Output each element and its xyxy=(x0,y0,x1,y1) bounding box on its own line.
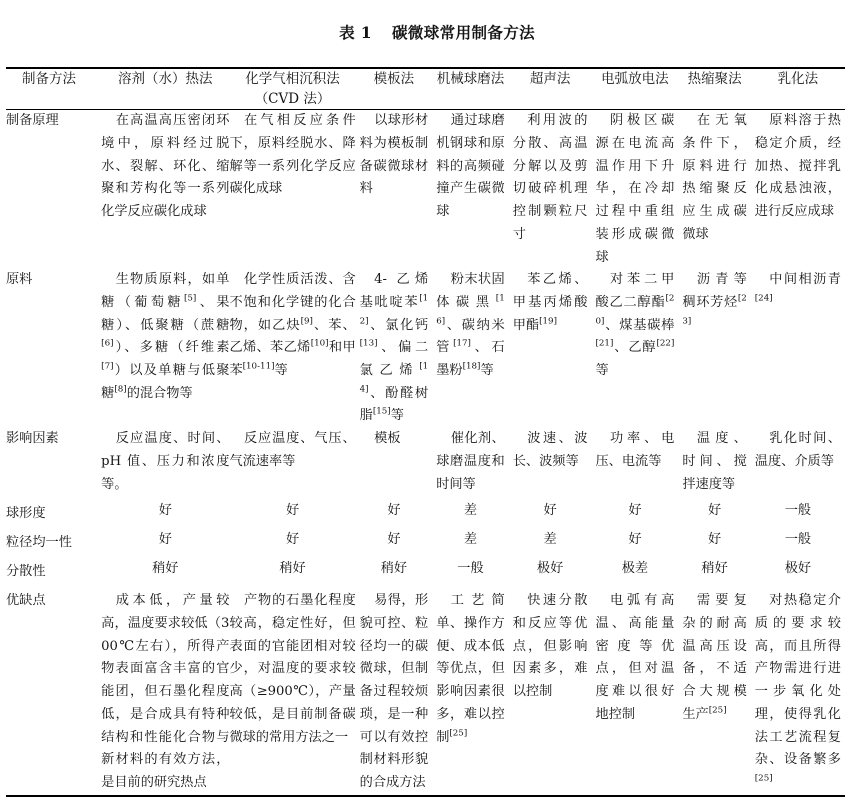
cell-text: 反应温度、气压、气流速率等 xyxy=(229,431,356,469)
cell-text: 催化剂、球磨温度和时间等 xyxy=(436,431,505,492)
cell-text: 化学性质活泼、含不饱和化学键的化合物，如乙炔[9]、苯、乙烯、苯乙烯[10]和甲苯[10-11]等 xyxy=(229,272,356,379)
table-row xyxy=(6,269,845,428)
rule-bottom xyxy=(6,795,845,797)
row-label-3: 球形度 xyxy=(6,506,46,522)
cell-分散性-ball: 一般 xyxy=(457,560,484,576)
cell-原料-arc xyxy=(591,269,678,428)
table-row xyxy=(6,590,845,794)
table-caption xyxy=(6,0,845,67)
cell-原料-us xyxy=(509,269,592,428)
preparation-methods-body xyxy=(6,110,845,794)
column-header-cvd xyxy=(229,69,355,110)
cell-球形度-heat: 好 xyxy=(707,503,722,519)
cell-text: 粉末状固体碳黑[16]、碳纳米管[17]、石墨粉[18]等 xyxy=(436,272,505,379)
table-row xyxy=(6,110,845,269)
cell-球形度-sol: 好 xyxy=(158,503,172,519)
cell-text: 沥青等稠环芳烃[23] xyxy=(682,272,747,327)
cell-分散性-tpl: 稍好 xyxy=(380,560,408,576)
table-number: 表 1 xyxy=(339,22,372,42)
cell-影响因素-arc xyxy=(591,428,678,496)
cell-text: 对苯二甲酸乙二醇酯[20]、煤基碳棒[21]、乙醇[22]等 xyxy=(595,272,675,379)
column-header-heat xyxy=(678,69,750,110)
cell-text: 波速、波长、波频等 xyxy=(512,431,588,469)
row-label-6: 优缺点 xyxy=(6,593,46,609)
cell-原料-sol xyxy=(101,269,229,428)
row-label-4: 粒径均一性 xyxy=(6,534,72,550)
cell-分散性-us: 极好 xyxy=(536,560,564,576)
column-header-sol xyxy=(101,69,229,110)
column-header-arc xyxy=(591,69,678,110)
cell-优缺点-us xyxy=(509,590,592,794)
cell-text: 在气相反应条件下，原料经脱水、降解等一系列化学反应碳化成球 xyxy=(229,113,356,197)
cell-影响因素-tpl xyxy=(356,428,433,496)
column-header-label: 热缩聚法 xyxy=(687,70,742,87)
table-row xyxy=(6,428,845,496)
cell-优缺点-emul xyxy=(751,590,845,794)
cell-制备原理-arc xyxy=(591,110,678,269)
cell-粒径均一性-arc: 好 xyxy=(628,531,642,547)
cell-text: 4- 乙烯基吡啶苯[12]、氯化钙[13]、偏二氯乙烯[14]、酚醛树脂[15]等 xyxy=(359,272,429,424)
cell-球形度-cvd: 好 xyxy=(285,503,300,519)
cell-粒径均一性-sol: 好 xyxy=(158,531,172,547)
cell-原料-heat xyxy=(678,269,750,428)
cell-原料-cvd xyxy=(229,269,355,428)
column-header-tpl xyxy=(356,69,433,110)
cell-text: 中间相沥青[24] xyxy=(754,272,841,304)
cell-text: 通过球磨机钢球和原料的高频碰撞产生碳微球 xyxy=(436,113,505,220)
table-name: 碳微球常用制备方法 xyxy=(391,22,536,42)
table-row xyxy=(6,558,845,587)
column-header-label: 化学气相沉积法 xyxy=(245,70,340,87)
table-row xyxy=(6,529,845,558)
cell-text: 产物的石墨化程度较高，稳定性好，但表面的官能团相对较少，对温度的要求较高（≥900℃），产量较低，是目前制备碳微球的常用方法之一 xyxy=(229,593,356,745)
cell-球形度-tpl: 好 xyxy=(387,503,401,519)
cell-优缺点-heat xyxy=(678,590,750,794)
cell-球形度-us: 好 xyxy=(543,503,557,519)
cell-粒径均一性-cvd: 好 xyxy=(285,531,300,547)
cell-text: 模板 xyxy=(374,431,401,447)
cell-原料-ball xyxy=(432,269,509,428)
cell-影响因素-sol xyxy=(101,428,229,496)
table-row xyxy=(6,500,845,529)
cell-球形度-ball: 差 xyxy=(463,503,478,519)
row-label-5: 分散性 xyxy=(6,563,46,579)
cell-text: 生物质原料，如单糖（葡萄糖[5]、果糖）、低聚糖（蔗糖[6]）、多糖（纤维素[7]）以及单糖与低聚糖[8]的混合物等 xyxy=(101,272,230,401)
column-header-ball xyxy=(432,69,509,110)
cell-text: 苯乙烯、甲基丙烯酸甲酯[19] xyxy=(512,272,588,333)
cell-优缺点-sol xyxy=(101,590,229,794)
cell-分散性-heat: 稍好 xyxy=(701,560,728,576)
cell-影响因素-us xyxy=(509,428,592,496)
column-header-label: 溶剂（水）热法 xyxy=(118,70,213,87)
column-header-label xyxy=(6,69,101,110)
cell-制备原理-us xyxy=(509,110,592,269)
cell-球形度-arc: 好 xyxy=(628,503,642,519)
row-label-2: 影响因素 xyxy=(6,431,59,447)
cell-text: 在无氧条件下，原料进行热缩聚反应生成碳微球 xyxy=(682,113,747,242)
cell-text: 温度、时间、搅拌速度等 xyxy=(682,431,747,492)
cell-制备原理-heat xyxy=(678,110,750,269)
cell-粒径均一性-emul: 一般 xyxy=(784,531,812,547)
cell-text: 在高温高压密闭环境中，原料经过脱水、裂解、环化、缩聚和芳构化等一系列化学反应碳化成球 xyxy=(101,113,230,220)
cell-分散性-emul: 极好 xyxy=(784,560,812,576)
cell-text: 工艺简单、操作方便、成本低等优点，但影响因素很多，难以控制[25] xyxy=(436,593,505,745)
row-label-1: 原料 xyxy=(6,272,33,288)
cell-影响因素-ball xyxy=(432,428,509,496)
cell-text: 原料溶于热稳定介质，经加热、搅拌乳化成悬浊液，进行反应成球 xyxy=(754,113,841,220)
cell-粒径均一性-ball: 差 xyxy=(463,531,478,547)
column-header-emul xyxy=(751,69,845,110)
cell-粒径均一性-us: 差 xyxy=(543,531,557,547)
cell-优缺点-arc xyxy=(591,590,678,794)
cell-text: 需要复杂的耐高温高压设备，不适合大规模生产[25] xyxy=(682,593,747,722)
cell-制备原理-cvd xyxy=(229,110,355,269)
preparation-methods-table xyxy=(6,69,845,110)
cell-分散性-sol: 稍好 xyxy=(152,560,179,576)
cell-制备原理-ball xyxy=(432,110,509,269)
cell-影响因素-heat xyxy=(678,428,750,496)
cell-分散性-cvd: 稍好 xyxy=(279,560,306,576)
cell-优缺点-ball xyxy=(432,590,509,794)
cell-text: 乳化时间、温度、介质等 xyxy=(754,431,841,469)
cell-原料-emul xyxy=(751,269,845,428)
cell-影响因素-emul xyxy=(751,428,845,496)
column-header-label: 电弧放电法 xyxy=(601,70,669,87)
cell-text: 电弧有高温、高能量密度等优点，但对温度难以很好地控制 xyxy=(595,593,675,722)
column-header-label: 超声法 xyxy=(529,70,571,87)
cell-球形度-emul: 一般 xyxy=(784,503,812,519)
cell-text: 利用波的分散、高温分解以及剪切破碎机理控制颗粒尺寸 xyxy=(512,113,588,242)
cell-text: 对热稳定介质的要求较高，而且所得产物需进行进一步氧化处理，使得乳化法工艺流程复杂、设备繁多[25] xyxy=(754,593,841,784)
cell-优缺点-tpl xyxy=(356,590,433,794)
cell-影响因素-cvd xyxy=(229,428,355,496)
cell-粒径均一性-tpl: 好 xyxy=(387,531,401,547)
cell-text: 功率、电压、电流等 xyxy=(595,431,675,469)
table-header-row xyxy=(6,69,845,110)
cell-制备原理-tpl xyxy=(356,110,433,269)
row-label-0: 制备原理 xyxy=(6,113,59,129)
cell-原料-tpl xyxy=(356,269,433,428)
column-header-label: 制备方法 xyxy=(22,70,76,87)
cell-粒径均一性-heat: 好 xyxy=(707,531,722,547)
cell-text: 成本低，产量较高，温度要求较低（300℃左右），所得产物表面富含丰富的官能团，但石墨化程度低，是合成具有特种结构和性能化合物与新材料的有效方法，是目前的研究热点 xyxy=(101,593,230,790)
column-header-us xyxy=(509,69,592,110)
cell-text: 以球形材料为模板制备碳微球材料 xyxy=(359,113,429,197)
column-header-label: 乳化法 xyxy=(777,70,819,87)
column-header-label: 机械球磨法 xyxy=(436,70,505,87)
cell-制备原理-emul xyxy=(751,110,845,269)
column-header-label: 模板法 xyxy=(373,70,415,87)
cell-text: 阴极区碳源在电流高温作用下升华，在冷却过程中重组装形成碳微球 xyxy=(595,113,675,265)
cell-text: 易得，形貌可控、粒径均一的碳微球，但制备过程较烦琐，是一种可以有效控制材料形貌的合成方法 xyxy=(359,593,429,790)
cell-制备原理-sol xyxy=(101,110,229,269)
cell-text: 快速分散和反应等优点，但影响因素多，难以控制 xyxy=(512,593,588,700)
cell-优缺点-cvd xyxy=(229,590,355,794)
column-header-sublabel: （CVD 法） xyxy=(254,91,331,108)
cell-分散性-arc: 极差 xyxy=(621,560,649,576)
cell-text: 反应温度、时间、pH 值、压力和浓度等。 xyxy=(101,431,230,492)
